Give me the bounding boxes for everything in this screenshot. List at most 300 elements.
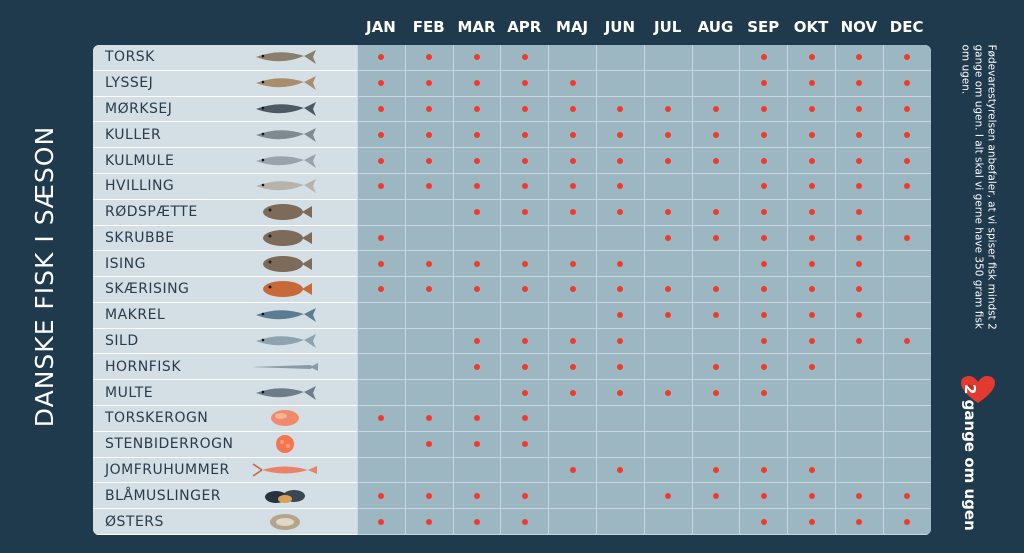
cell-sep [739, 45, 787, 71]
cell-mar [453, 329, 501, 355]
season-dot [426, 132, 432, 138]
season-dot [570, 80, 576, 86]
cell-jul [644, 380, 692, 406]
cell-sep [739, 432, 787, 458]
cell-dec [883, 97, 931, 123]
cell-apr [500, 277, 548, 303]
month-header [357, 18, 931, 36]
season-dot [809, 80, 815, 86]
season-dot [904, 338, 910, 344]
fish-name-cell [93, 458, 357, 484]
cell-aug [692, 509, 740, 535]
fish-name-cell [93, 329, 357, 355]
season-dot [378, 183, 384, 189]
cell-jul [644, 71, 692, 97]
cell-okt [787, 432, 835, 458]
cell-jun [596, 458, 644, 484]
season-dot [761, 80, 767, 86]
fish-name: HORNFISK [105, 358, 181, 375]
fish-name: LYSSEJ [105, 75, 154, 92]
season-dot [570, 183, 576, 189]
season-dot [665, 158, 671, 164]
cell-aug [692, 354, 740, 380]
cell-maj [548, 148, 596, 174]
season-dot [378, 235, 384, 241]
cell-jul [644, 509, 692, 535]
cell-jun [596, 509, 644, 535]
season-dot [713, 467, 719, 473]
cell-jun [596, 329, 644, 355]
table-row [93, 406, 931, 432]
season-dot [617, 209, 623, 215]
season-dot [904, 493, 910, 499]
cell-jul [644, 122, 692, 148]
cell-maj [548, 303, 596, 329]
cell-nov [835, 71, 883, 97]
cell-maj [548, 458, 596, 484]
season-dot [904, 106, 910, 112]
season-dot [617, 364, 623, 370]
season-dot [474, 132, 480, 138]
cell-jul [644, 174, 692, 200]
season-dot [713, 286, 719, 292]
cell-mar [453, 251, 501, 277]
season-dot [474, 493, 480, 499]
season-dot [809, 364, 815, 370]
cell-aug [692, 329, 740, 355]
cell-jul [644, 354, 692, 380]
season-dot [522, 286, 528, 292]
cell-mar [453, 458, 501, 484]
season-dot [522, 261, 528, 267]
langoustine-icon [245, 459, 325, 481]
season-dot [713, 493, 719, 499]
fish-name: JOMFRUHUMMER [105, 462, 230, 479]
season-dot [570, 132, 576, 138]
fish-name: BLÅMUSLINGER [105, 487, 222, 504]
cell-sep [739, 251, 787, 277]
cell-jan [357, 71, 405, 97]
season-dot [809, 106, 815, 112]
plaice-icon [245, 201, 325, 223]
table-row [93, 509, 931, 535]
cell-dec [883, 432, 931, 458]
fish-name-cell [93, 406, 357, 432]
cell-dec [883, 122, 931, 148]
cell-aug [692, 303, 740, 329]
season-dot [665, 235, 671, 241]
season-dot [809, 312, 815, 318]
cell-feb [405, 277, 453, 303]
cod-icon [245, 46, 325, 68]
cell-apr [500, 226, 548, 252]
cell-apr [500, 71, 548, 97]
season-dot [474, 158, 480, 164]
garfish-icon [245, 356, 325, 378]
whiting-icon [245, 175, 325, 197]
cell-maj [548, 200, 596, 226]
cell-feb [405, 354, 453, 380]
cell-dec [883, 406, 931, 432]
cell-dec [883, 380, 931, 406]
cell-dec [883, 226, 931, 252]
season-dot [809, 235, 815, 241]
season-dot [378, 132, 384, 138]
season-dot [713, 106, 719, 112]
cell-jun [596, 45, 644, 71]
table-row [93, 200, 931, 226]
season-dot [665, 286, 671, 292]
cell-dec [883, 458, 931, 484]
season-dot [522, 132, 528, 138]
season-dot [522, 209, 528, 215]
cell-apr [500, 148, 548, 174]
season-dot [378, 80, 384, 86]
flounder-icon [245, 227, 325, 249]
fish-name: HVILLING [105, 178, 175, 195]
cell-sep [739, 483, 787, 509]
cell-dec [883, 277, 931, 303]
cell-jan [357, 122, 405, 148]
cell-apr [500, 303, 548, 329]
season-dot [665, 312, 671, 318]
season-dot [474, 183, 480, 189]
cell-dec [883, 483, 931, 509]
cell-jan [357, 354, 405, 380]
cell-mar [453, 277, 501, 303]
month-jun: JUN [604, 18, 636, 36]
season-dot [474, 209, 480, 215]
cell-jan [357, 406, 405, 432]
cell-feb [405, 406, 453, 432]
cell-apr [500, 97, 548, 123]
fish-name: RØDSPÆTTE [105, 204, 198, 221]
cell-okt [787, 200, 835, 226]
fish-name-cell [93, 45, 357, 71]
saithe-icon [245, 98, 325, 120]
fish-name: TORSKEROGN [105, 410, 209, 427]
season-dot [809, 338, 815, 344]
cell-mar [453, 200, 501, 226]
cell-jul [644, 97, 692, 123]
season-dot [761, 261, 767, 267]
cell-jul [644, 458, 692, 484]
season-dot [761, 183, 767, 189]
cell-jul [644, 277, 692, 303]
cell-maj [548, 97, 596, 123]
season-dot [570, 390, 576, 396]
cell-sep [739, 97, 787, 123]
cell-apr [500, 458, 548, 484]
mullet-icon [245, 382, 325, 404]
cell-maj [548, 432, 596, 458]
season-dot [378, 415, 384, 421]
season-dot [761, 54, 767, 60]
cell-jan [357, 458, 405, 484]
cell-feb [405, 97, 453, 123]
cell-dec [883, 303, 931, 329]
recommendation-text: Fødevarestyrelsen anbefaler, at vi spiser fisk mindst 2 gange om ugen. I alt skal vi gerne have 350 gram fisk om ugen. [959, 44, 998, 330]
cell-feb [405, 483, 453, 509]
season-dot [474, 106, 480, 112]
cell-jun [596, 122, 644, 148]
fish-name-cell [93, 226, 357, 252]
season-dot [617, 158, 623, 164]
month-jan: JAN [366, 18, 396, 36]
cell-feb [405, 303, 453, 329]
season-dot [809, 183, 815, 189]
cell-jun [596, 432, 644, 458]
season-table [93, 45, 931, 535]
season-dot [665, 493, 671, 499]
fish-name-cell [93, 97, 357, 123]
season-dot [522, 519, 528, 525]
season-dot [378, 106, 384, 112]
fish-name: SKÆRISING [105, 281, 190, 298]
cell-dec [883, 354, 931, 380]
season-dot [570, 209, 576, 215]
cell-apr [500, 354, 548, 380]
cell-jun [596, 200, 644, 226]
season-dot [761, 286, 767, 292]
season-dot [856, 132, 862, 138]
fish-name: MAKREL [105, 307, 166, 324]
season-dot [474, 441, 480, 447]
season-dot [904, 158, 910, 164]
cell-mar [453, 226, 501, 252]
cell-sep [739, 122, 787, 148]
cell-nov [835, 406, 883, 432]
season-dot [904, 183, 910, 189]
cell-apr [500, 432, 548, 458]
cell-maj [548, 406, 596, 432]
season-dot [856, 519, 862, 525]
cell-apr [500, 122, 548, 148]
season-dot [809, 261, 815, 267]
season-dot [856, 286, 862, 292]
cell-mar [453, 97, 501, 123]
cell-jul [644, 148, 692, 174]
cell-okt [787, 509, 835, 535]
season-dot [713, 209, 719, 215]
cell-nov [835, 226, 883, 252]
cell-dec [883, 200, 931, 226]
fish-name-cell [93, 380, 357, 406]
cell-sep [739, 406, 787, 432]
season-dot [522, 54, 528, 60]
cell-sep [739, 200, 787, 226]
season-dot [856, 235, 862, 241]
season-dot [761, 338, 767, 344]
season-dot [426, 54, 432, 60]
season-dot [761, 364, 767, 370]
cell-okt [787, 277, 835, 303]
fish-name-cell [93, 174, 357, 200]
cell-sep [739, 329, 787, 355]
season-dot [856, 261, 862, 267]
fish-name: KULLER [105, 126, 162, 143]
cell-jan [357, 432, 405, 458]
cell-sep [739, 354, 787, 380]
cell-feb [405, 122, 453, 148]
cell-dec [883, 148, 931, 174]
cell-nov [835, 45, 883, 71]
season-dot [426, 261, 432, 267]
season-dot [809, 493, 815, 499]
season-dot [426, 80, 432, 86]
cell-jan [357, 483, 405, 509]
table-row [93, 45, 931, 71]
season-dot [713, 312, 719, 318]
cell-jun [596, 354, 644, 380]
cell-okt [787, 483, 835, 509]
cell-dec [883, 329, 931, 355]
cell-okt [787, 148, 835, 174]
cell-aug [692, 432, 740, 458]
table-row [93, 303, 931, 329]
cell-apr [500, 251, 548, 277]
cell-mar [453, 45, 501, 71]
cell-apr [500, 380, 548, 406]
cell-jan [357, 329, 405, 355]
cell-maj [548, 122, 596, 148]
cell-nov [835, 354, 883, 380]
season-dot [617, 467, 623, 473]
season-dot [904, 80, 910, 86]
cell-dec [883, 71, 931, 97]
season-dot [617, 106, 623, 112]
season-dot [378, 493, 384, 499]
season-dot [570, 364, 576, 370]
cell-nov [835, 432, 883, 458]
fish-name: ISING [105, 255, 146, 272]
haddock-icon [245, 124, 325, 146]
season-dot [809, 209, 815, 215]
season-dot [856, 183, 862, 189]
cell-okt [787, 45, 835, 71]
month-aug: AUG [697, 18, 734, 36]
cell-sep [739, 148, 787, 174]
cell-okt [787, 406, 835, 432]
cell-feb [405, 45, 453, 71]
cell-jan [357, 97, 405, 123]
season-dot [856, 80, 862, 86]
cell-jul [644, 200, 692, 226]
fish-name: ØSTERS [105, 513, 164, 530]
season-dot [617, 338, 623, 344]
fish-name-cell [93, 71, 357, 97]
cell-jan [357, 148, 405, 174]
season-dot [761, 312, 767, 318]
hake-icon [245, 150, 325, 172]
pollack-icon [245, 72, 325, 94]
side-note [938, 45, 1018, 535]
season-dot [904, 235, 910, 241]
cell-maj [548, 71, 596, 97]
cell-jul [644, 483, 692, 509]
cell-aug [692, 174, 740, 200]
fish-name-cell [93, 432, 357, 458]
cell-maj [548, 174, 596, 200]
cell-mar [453, 303, 501, 329]
month-maj: MAJ [556, 18, 589, 36]
cell-okt [787, 380, 835, 406]
cell-sep [739, 458, 787, 484]
dab-icon [245, 253, 325, 275]
cell-jun [596, 148, 644, 174]
season-dot [570, 261, 576, 267]
mackerel-icon [245, 304, 325, 326]
cell-nov [835, 303, 883, 329]
season-dot [617, 261, 623, 267]
season-dot [761, 235, 767, 241]
cell-jun [596, 71, 644, 97]
fish-name: SKRUBBE [105, 229, 175, 246]
cell-okt [787, 97, 835, 123]
season-dot [856, 209, 862, 215]
cell-sep [739, 174, 787, 200]
witch-flounder-icon [245, 278, 325, 300]
cell-nov [835, 174, 883, 200]
cell-sep [739, 380, 787, 406]
season-dot [665, 209, 671, 215]
cell-okt [787, 71, 835, 97]
season-dot [856, 493, 862, 499]
fish-name-cell [93, 509, 357, 535]
herring-icon [245, 330, 325, 352]
cell-jun [596, 277, 644, 303]
mussels-icon [245, 485, 325, 507]
cell-jan [357, 380, 405, 406]
cell-mar [453, 483, 501, 509]
cell-jul [644, 432, 692, 458]
cell-maj [548, 329, 596, 355]
fish-name-cell [93, 303, 357, 329]
cell-jun [596, 380, 644, 406]
season-dot [522, 441, 528, 447]
cell-aug [692, 226, 740, 252]
cell-nov [835, 329, 883, 355]
cell-mar [453, 174, 501, 200]
season-dot [761, 467, 767, 473]
season-dot [809, 467, 815, 473]
season-dot [761, 519, 767, 525]
cell-nov [835, 251, 883, 277]
cell-feb [405, 71, 453, 97]
season-dot [617, 132, 623, 138]
season-dot [426, 519, 432, 525]
cell-aug [692, 277, 740, 303]
season-dot [522, 493, 528, 499]
month-okt: OKT [793, 18, 829, 36]
cell-maj [548, 380, 596, 406]
season-dot [474, 364, 480, 370]
cell-jan [357, 509, 405, 535]
cell-okt [787, 174, 835, 200]
cell-dec [883, 174, 931, 200]
table-row [93, 251, 931, 277]
cell-nov [835, 483, 883, 509]
cell-jul [644, 406, 692, 432]
cell-mar [453, 122, 501, 148]
season-dot [665, 390, 671, 396]
cell-aug [692, 200, 740, 226]
fish-name: MULTE [105, 384, 154, 401]
cell-apr [500, 174, 548, 200]
season-dot [856, 338, 862, 344]
season-dot [474, 261, 480, 267]
cell-nov [835, 380, 883, 406]
